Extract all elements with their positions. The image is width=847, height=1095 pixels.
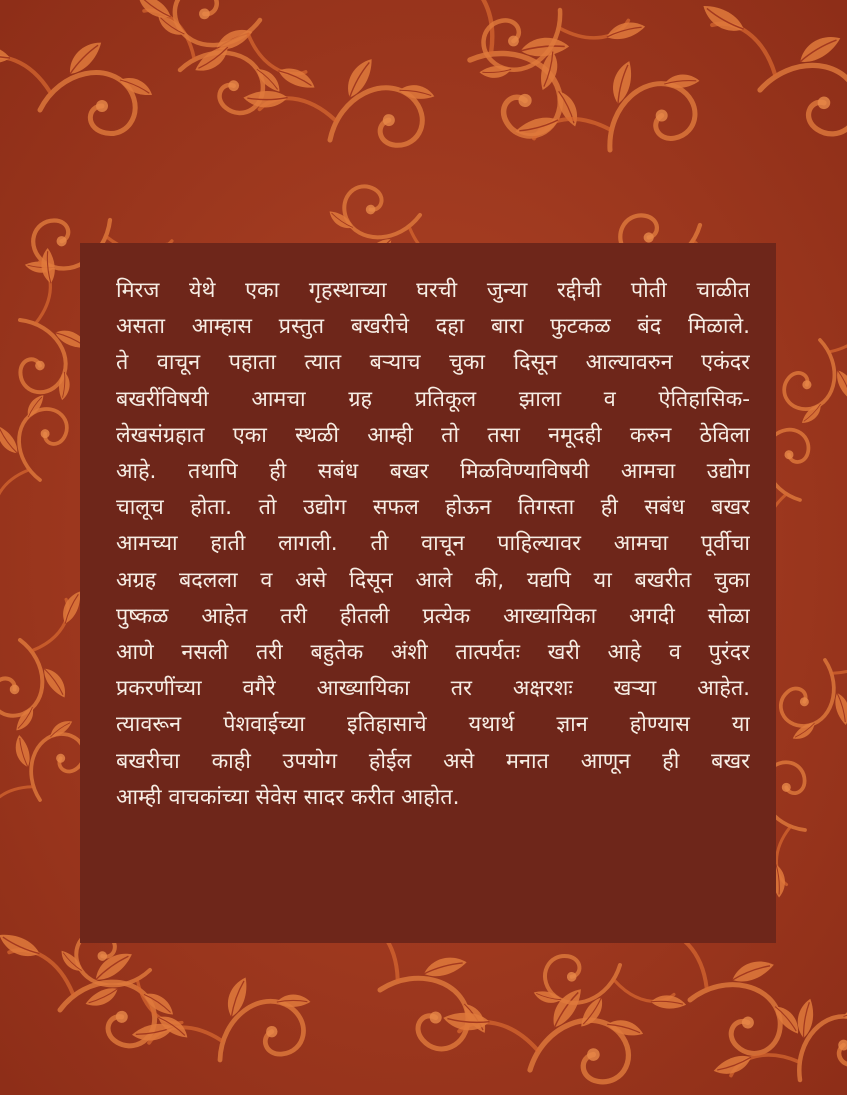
paragraph-line-1: मिरज येथे एका गृहस्थाच्या घरची जुन्या रद्दीची पोती चाळीत: [116, 278, 750, 303]
text-panel: [80, 243, 776, 943]
paragraph-line-15: आम्ही वाचकांच्या सेवेस सादर करीत आहोत.: [116, 784, 460, 810]
paragraph-line-10: पुष्कळ आहेत तरी हीतली प्रत्येक आख्यायिका अगदी सोळा: [116, 603, 750, 629]
paragraph-line-8: आमच्या हाती लागली. ती वाचून पाहिल्यावर आमचा पूर्वीचा: [116, 531, 750, 557]
paragraph-line-4: बखरींविषयी आमचा ग्रह प्रतिकूल झाला व ऐतिहासिक-: [116, 386, 750, 412]
paragraph-line-7: चालूच होता. तो उद्योग सफल होऊन तिगस्ता ही सबंध बखर: [116, 495, 750, 521]
paragraph-line-14: बखरीचा काही उपयोग होईल असे मनात आणून ही बखर: [116, 748, 750, 774]
paragraph-line-6: आहे. तथापि ही सबंध बखर मिळविण्याविषयी आमचा उद्योग: [116, 459, 750, 485]
paragraph-line-11: आणे नसली तरी बहुतेक अंशी तात्पर्यतः खरी आहे व पुरंदर: [116, 640, 750, 666]
paragraph-line-12: प्रकरणींच्या वगैरे आख्यायिका तर अक्षरशः खऱ्या आहेत.: [116, 676, 750, 702]
paragraph-line-5: लेखसंग्रहात एका स्थळी आम्ही तो तसा नमूदही करुन ठेविला: [116, 422, 750, 448]
paragraph-line-9: अग्रह बदलला व असे दिसून आले की, यद्यपि या बखरीत चुका: [116, 567, 750, 593]
paragraph-line-13: त्यावरून पेशवाईच्या इतिहासाचे यथार्थ ज्ञान होण्यास या: [116, 712, 750, 738]
paragraph-line-2: असता आम्हास प्रस्तुत बखरीचे दहा बारा फुटकळ बंद मिळाले.: [116, 314, 750, 340]
paragraph-line-3: ते वाचून पहाता त्यात बऱ्याच चुका दिसून आल्यावरुन एकंदर: [116, 350, 750, 376]
